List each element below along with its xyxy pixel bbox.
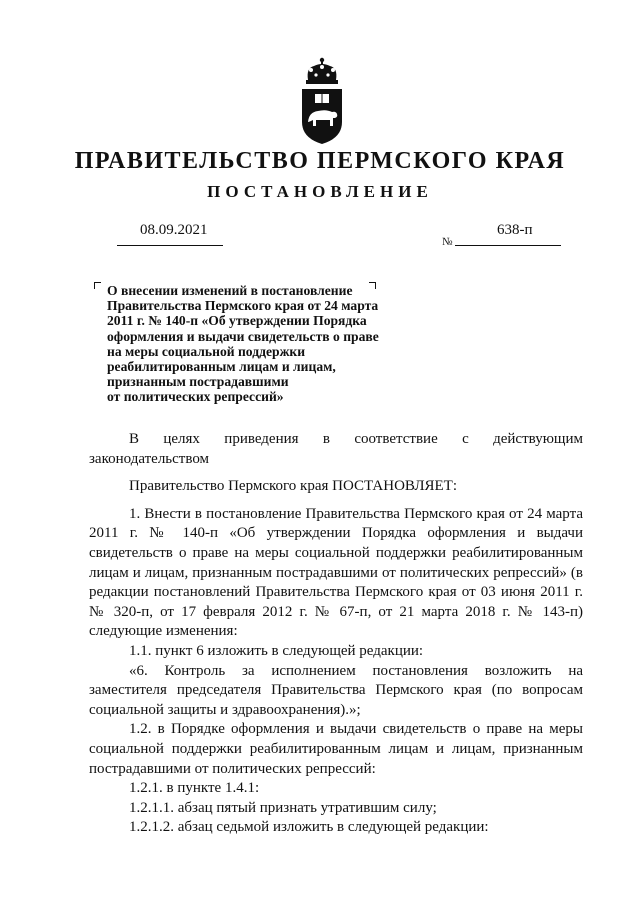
subject-line: реабилитированным лицам и лицам, [107,359,336,375]
subject-line: О внесении изменений в постановление [107,283,353,298]
paragraph-1: 1. Внести в постановление Правительства Пермского края от 24 марта 2011 г. № 140-п «Об утверждении Порядка оформления и выдачи свидетельств о праве на меры социальной поддержки реабилитированным лицам и лицам, признанным пострадавшими от политических репрессий» (в редакции постановлений Правительства Пермского края от 03 июня 2011 г. № 320-п, от 17 февраля 2012 г. № 67-п, от 21 марта 2018 г. № 143-п) следующие изменения: [89,505,583,640]
document-subject [107,283,407,405]
preamble-line-2: законодательством [89,450,210,467]
perm-krai-coat-of-arms-icon [294,56,350,146]
subject-line: признанным пострадавшими [107,374,289,390]
paragraph-6-new: «6. Контроль за исполнением постановления возложить на заместителя председателя Правительства Пермского края (по вопросам социальной защиты и здравоохранения).»; [89,662,583,718]
document-body [89,430,583,838]
subject-line: 2011 г. № 140-п «Об утверждении Порядка [107,313,367,329]
document-date: 08.09.2021 [140,222,208,238]
subject-line: Правительства Пермского края от 24 марта [107,298,379,314]
government-title: ПРАВИТЕЛЬСТВО ПЕРМСКОГО КРАЯ [74,148,566,174]
paragraph-1-2-1-2: 1.2.1.2. абзац седьмой изложить в следующей редакции: [129,819,489,836]
document-number: 638-п [497,222,533,238]
paragraph-1-2: 1.2. в Порядке оформления и выдачи свидетельств о праве на меры социальной поддержки реабилитированным лицам и лицам, признанным пострадавшими от политических репрессий: [89,721,583,777]
date-underline [117,245,223,246]
paragraph-1-1: 1.1. пункт 6 изложить в следующей редакции: [129,642,424,659]
resolution-statement: Правительство Пермского края ПОСТАНОВЛЯЕТ: [129,478,458,495]
subject-line: на меры социальной поддержки [107,343,306,359]
number-underline [455,245,561,246]
paragraph-1-2-1-1: 1.2.1.1. абзац пятый признать утратившим силу; [129,799,437,816]
subject-corner-left [94,282,101,289]
number-sign: № [442,236,453,248]
paragraph-1-2-1: 1.2.1. в пункте 1.4.1: [129,780,260,797]
subject-line: оформления и выдачи свидетельств о праве [107,328,379,344]
document-type: ПОСТАНОВЛЕНИЕ [207,182,433,201]
preamble-line-1: В целях приведения в соответствие с действующим [129,431,583,447]
subject-line: от политических репрессий» [107,389,284,405]
